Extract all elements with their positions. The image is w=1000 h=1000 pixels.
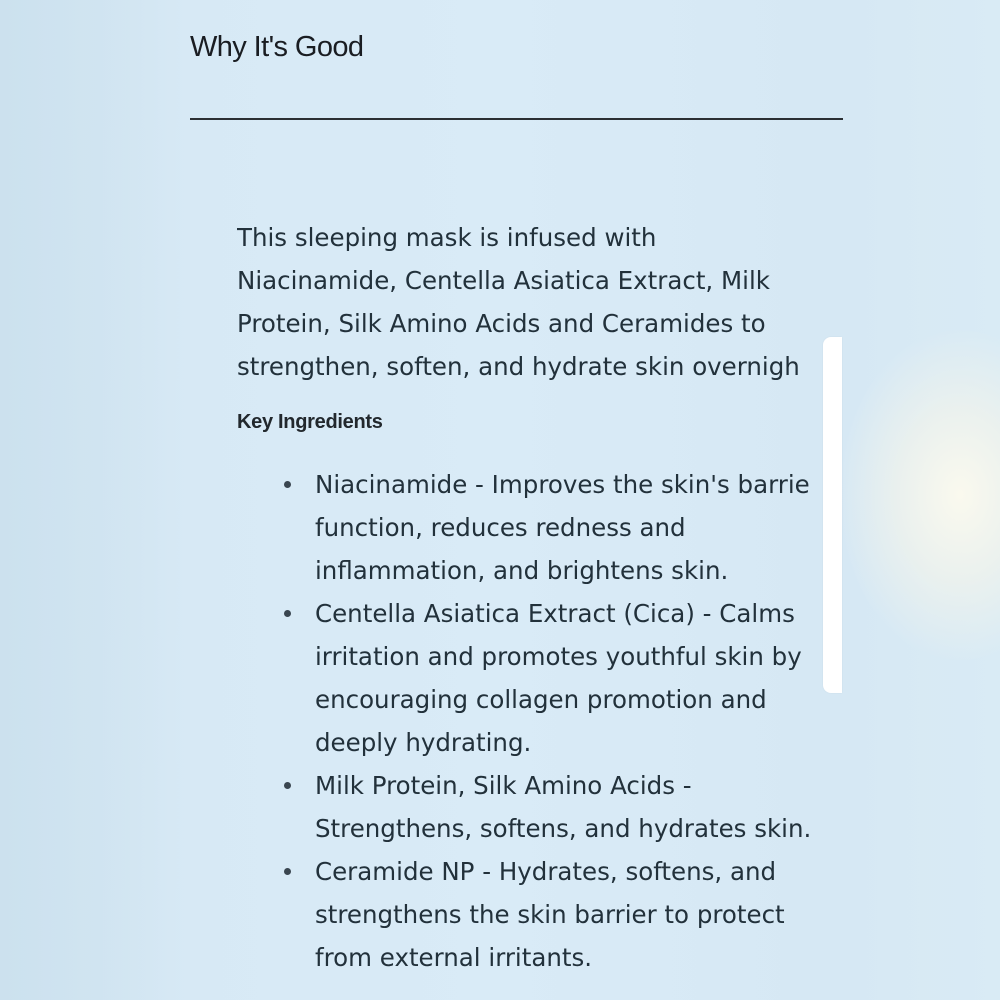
ingredient-text-line: inflammation, and brightens skin.: [315, 556, 729, 585]
description-line: strengthen, soften, and hydrate skin overnigh: [237, 352, 800, 381]
ingredient-text-line: Milk Protein, Silk Amino Acids -: [315, 771, 692, 800]
bullet-icon: [284, 610, 291, 617]
description-line: This sleeping mask is infused with: [237, 223, 657, 252]
ingredient-text-line: Ceramide NP - Hydrates, softens, and: [315, 857, 777, 886]
product-description: [237, 216, 831, 388]
background-left-shade: [0, 0, 190, 1000]
ingredient-text-line: function, reduces redness and: [315, 513, 686, 542]
content-viewport: [237, 0, 831, 1000]
description-line: Niacinamide, Centella Asiatica Extract, Milk: [237, 266, 770, 295]
key-ingredients-list: [315, 463, 831, 979]
scrollbar-thumb[interactable]: [823, 337, 842, 693]
ingredient-text-line: Centella Asiatica Extract (Cica) - Calms: [315, 599, 795, 628]
ingredient-item: [315, 463, 831, 592]
key-ingredients-heading: Key Ingredients: [237, 411, 383, 433]
background-light-glow: [840, 330, 1000, 660]
bullet-icon: [284, 782, 291, 789]
ingredient-text-line: strengthens the skin barrier to protect: [315, 900, 785, 929]
ingredient-item: [315, 850, 831, 979]
ingredient-item: [315, 592, 831, 764]
ingredient-item: [315, 764, 831, 850]
ingredient-text-line: irritation and promotes youthful skin by: [315, 642, 802, 671]
ingredient-text-line: deeply hydrating.: [315, 728, 532, 757]
ingredient-text-line: from external irritants.: [315, 943, 593, 972]
bullet-icon: [284, 481, 291, 488]
ingredient-text-line: encouraging collagen promotion and: [315, 685, 767, 714]
description-line: Protein, Silk Amino Acids and Ceramides to: [237, 309, 766, 338]
product-details-panel: [190, 0, 843, 1000]
ingredient-text-line: Strengthens, softens, and hydrates skin.: [315, 814, 812, 843]
bullet-icon: [284, 868, 291, 875]
section-title: Why It's Good: [190, 31, 364, 63]
ingredient-text-line: Niacinamide - Improves the skin's barrie: [315, 470, 810, 499]
